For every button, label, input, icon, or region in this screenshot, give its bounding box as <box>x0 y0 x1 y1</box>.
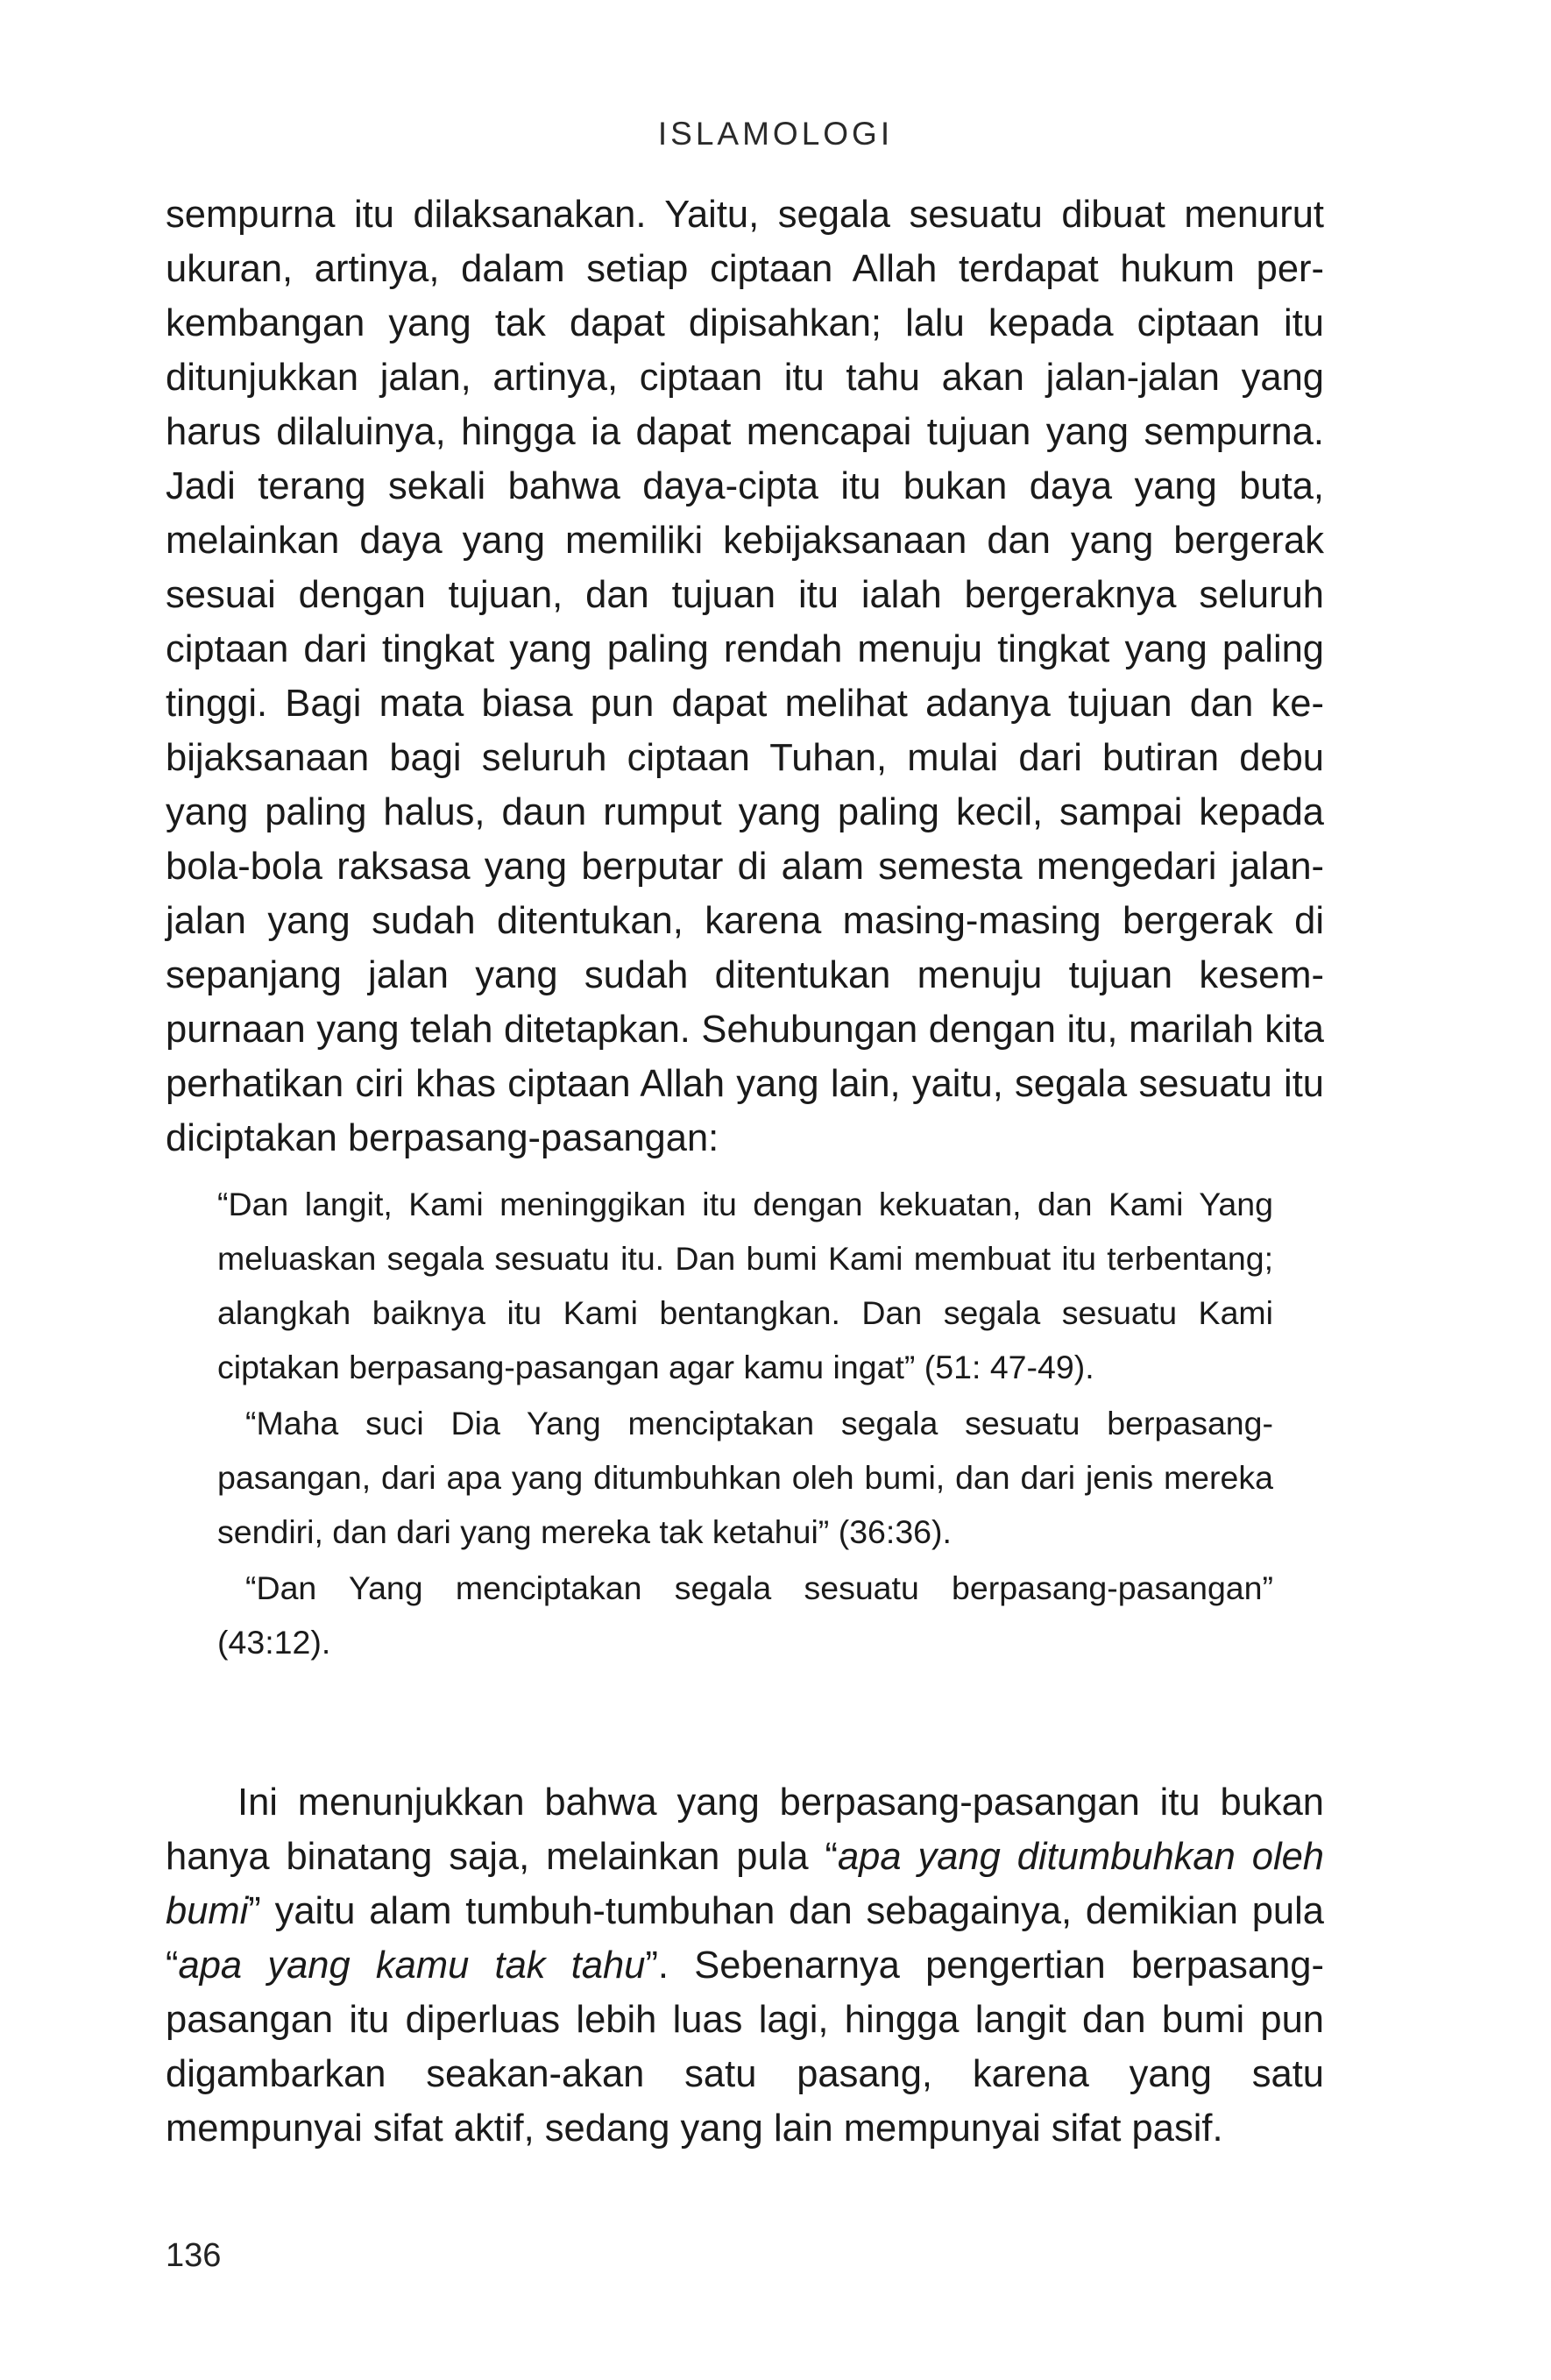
italic-phrase: apa yang ditumbuhkan oleh bumi <box>166 1836 1324 1932</box>
paragraph-text: sempurna itu dilaksanakan. Yaitu, segala sesuatu dibuat menurut ukuran, artinya, dalam setiap ciptaan Allah terdapat hukum perkembangan yang tak dapat dipisahkan; lalu kepada ciptaan itu ditunjukkan jalan, artinya, ciptaan itu tahu akan jalan-jalan yang harus dilaluinya, hingga ia dapat mencapai tujuan yang sempurna. Jadi terang sekali bahwa daya-cipta itu bukan daya yang buta, melainkan daya yang memiliki kebijaksanaan dan yang bergerak sesuai dengan tujuan, dan tujuan itu ialah bergeraknya seluruh ciptaan dari tingkat yang paling rendah menuju tingkat yang paling tinggi. Bagi mata biasa pun dapat melihat adanya tujuan dan kebijaksanaan bagi seluruh ciptaan Tuhan, mulai dari butiran debu yang paling halus, daun rumput yang paling kecil, sampai kepada bola-bola raksasa yang berputar di alam semesta mengedari jalan-jalan yang sudah ditentukan, karena masing-masing bergerak di sepanjang jalan yang sudah ditentukan menuju tujuan kesempurnaan yang telah ditetapkan. Sehubungan dengan itu, marilah kita perhatikan ciri khas ciptaan Allah yang lain, yaitu, segala sesuatu itu diciptakan berpasang-pasangan: <box>166 194 1324 1159</box>
quote-51-47-49: “Dan langit, Kami meninggikan itu dengan kekuatan, dan Kami Yang meluaskan segala sesuatu itu. Dan bumi Kami membuat itu terbentang; alangkah baiknya itu Kami bentangkan. Dan segala sesuatu Kami ciptakan berpasang-pasangan agar kamu ingat” (51: 47-49). <box>217 1186 1273 1385</box>
page-number: 136 <box>166 2237 222 2274</box>
body-paragraph-2 <box>166 1775 1324 2156</box>
text-run: ”. Sebenarnya pengertian berpasang-pasangan itu diperluas lebih luas lagi, hingga langit dan bumi pun digambarkan seakan-akan satu pasang, karena yang satu mempunyai sifat aktif, sedang yang lain mempunyai sifat pasif. <box>166 1944 1324 2150</box>
text-run: ” yaitu alam tumbuh-tumbuhan dan sebagainya, demikian pula “ <box>166 1890 1324 1987</box>
quran-quotations <box>217 1177 1273 1671</box>
quote-36-36: “Maha suci Dia Yang menciptakan segala sesuatu berpasang-pasangan, dari apa yang ditumbuhkan oleh bumi, dan dari jenis mereka sendiri, dan dari yang mereka tak ketahui” (36:36). <box>217 1405 1273 1550</box>
text-run: Ini menunjukkan bahwa yang berpasang-pasangan itu bukan hanya binatang saja, melainkan pula “ <box>166 1781 1324 1878</box>
quote-43-12: “Dan Yang menciptakan segala sesuatu berpasang-pasangan” (43:12). <box>217 1569 1273 1661</box>
body-paragraph-1 <box>166 188 1324 1165</box>
running-head: ISLAMOLOGI <box>657 116 894 152</box>
italic-phrase: apa yang kamu tak tahu <box>178 1944 646 1987</box>
paragraph-text <box>166 1775 1324 2156</box>
